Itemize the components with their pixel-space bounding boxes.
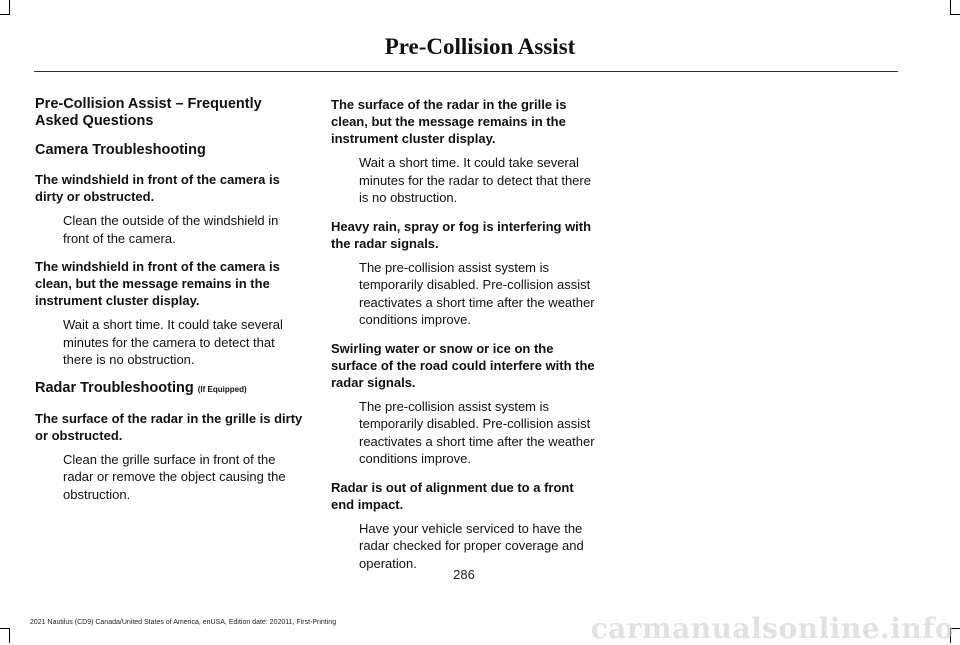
page-title: Pre-Collision Assist — [384, 34, 576, 59]
question: Swirling water or snow or ice on the surface of the road could interfere with the radar signals. — [331, 340, 595, 390]
answer: Wait a short time. It could take several minutes for the camera to detect that there is no obstruction. — [63, 317, 283, 367]
radar-troubleshooting-heading — [35, 380, 303, 398]
left-column — [35, 96, 303, 514]
crop-mark — [0, 628, 10, 629]
crop-mark — [950, 0, 951, 14]
answer: The pre-collision assist system is temporarily disabled. Pre-collision assist reactivates a short time after the weather conditions improve. — [359, 398, 595, 466]
watermark: carmanualsonline.info — [590, 612, 954, 645]
crop-mark — [0, 14, 10, 15]
question: The windshield in front of the camera is dirty or obstructed. — [35, 172, 280, 204]
header-rule — [34, 71, 898, 72]
page-number: 286 — [453, 567, 475, 582]
section-heading: Pre-Collision Assist – Frequently Asked Questions — [35, 96, 262, 129]
answer: Have your vehicle serviced to have the radar checked for proper coverage and operation. — [359, 520, 584, 571]
camera-troubleshooting-heading: Camera Troubleshooting — [35, 142, 206, 158]
if-equipped-note: (If Equipped) — [197, 384, 247, 394]
footer-edition-text: 2021 Nautilus (CD9) Canada/United States of America, enUSA, Edition date: 202011, First-Printing — [30, 619, 337, 626]
question: Heavy rain, spray or fog is interfering with the radar signals. — [331, 218, 592, 251]
answer: Wait a short time. It could take several minutes for the radar to detect that there is no obstruction. — [359, 155, 591, 205]
radar-heading-text: Radar Troubleshooting — [35, 379, 194, 396]
answer: Clean the outside of the windshield in front of the camera. — [63, 213, 279, 246]
crop-mark — [9, 629, 10, 643]
answer: Clean the grille surface in front of the radar or remove the object causing the obstruction. — [63, 451, 286, 502]
question: The surface of the radar in the grille is dirty or obstructed. — [35, 410, 303, 443]
right-column — [331, 96, 599, 583]
question: Radar is out of alignment due to a front end impact. — [331, 479, 574, 512]
crop-mark — [9, 0, 10, 14]
question: The windshield in front of the camera is clean, but the message remains in the instrument cluster display. — [35, 259, 280, 308]
question: The surface of the radar in the grille is clean, but the message remains in the instrument cluster display. — [331, 97, 567, 146]
crop-mark — [950, 14, 960, 15]
answer: The pre-collision assist system is temporarily disabled. Pre-collision assist reactivates a short time after the weather conditions improve. — [359, 259, 595, 327]
